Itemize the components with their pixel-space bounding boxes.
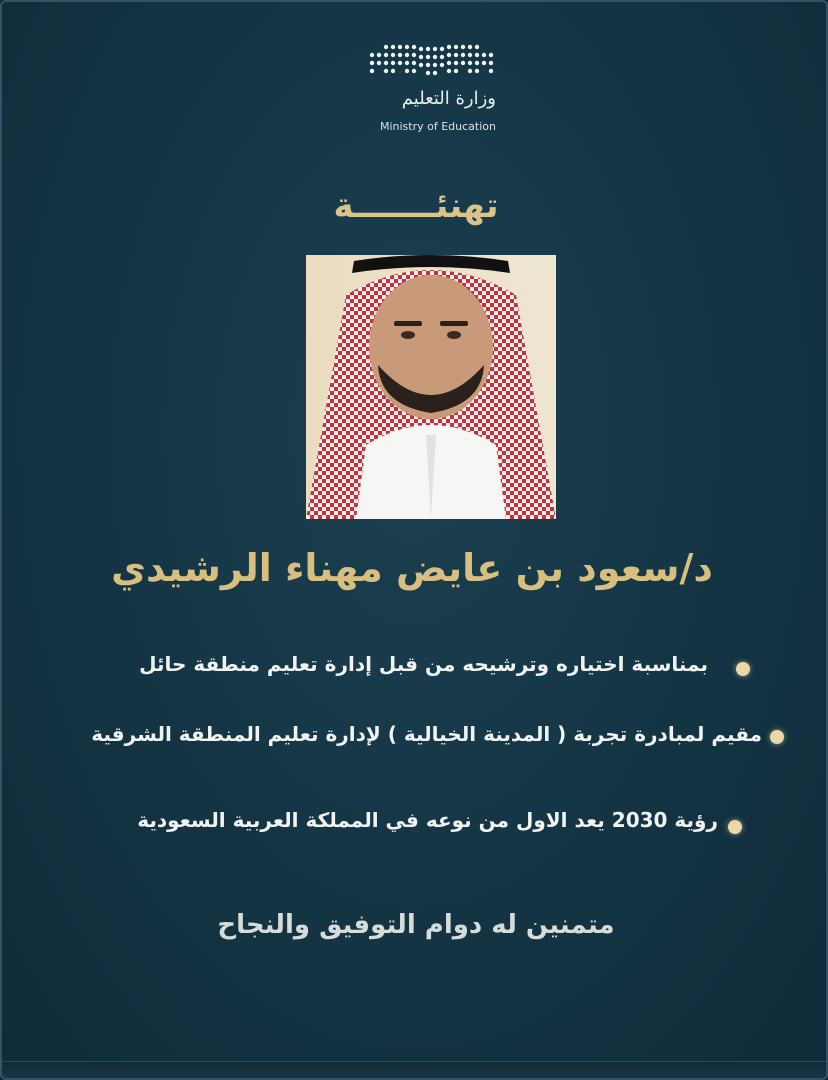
- honoree-name: د/سعود بن عايض مهناء الرشيدي: [111, 546, 713, 590]
- logo-dots-icon: [368, 42, 496, 78]
- bullet-dot-icon: [770, 730, 784, 744]
- bullet-dot-icon: [728, 820, 742, 834]
- bullet-text: مقيم لمبادرة تجربة ( المدينة الخيالية ) لإدارة تعليم المنطقة الشرقية: [91, 722, 762, 746]
- bullet-text: بمناسبة اختياره وترشيحه من قبل إدارة تعليم منطقة حائل: [139, 652, 708, 676]
- closing-wish: متمنين له دوام التوفيق والنجاح: [217, 910, 615, 940]
- logo-english-text: Ministry of Education: [379, 120, 496, 133]
- logo-arabic-text: وزارة التعليم: [401, 88, 496, 109]
- list-item: [2, 648, 828, 692]
- bullet-text: رؤية 2030 يعد الاول من نوعه في المملكة العربية السعودية: [137, 808, 718, 832]
- list-item: [2, 718, 828, 762]
- list-item: [2, 808, 828, 852]
- bullet-dot-icon: [736, 662, 750, 676]
- ministry-logo: [362, 42, 502, 142]
- portrait-photo: [306, 255, 556, 519]
- page-title: تهنئـــــــة: [333, 186, 499, 226]
